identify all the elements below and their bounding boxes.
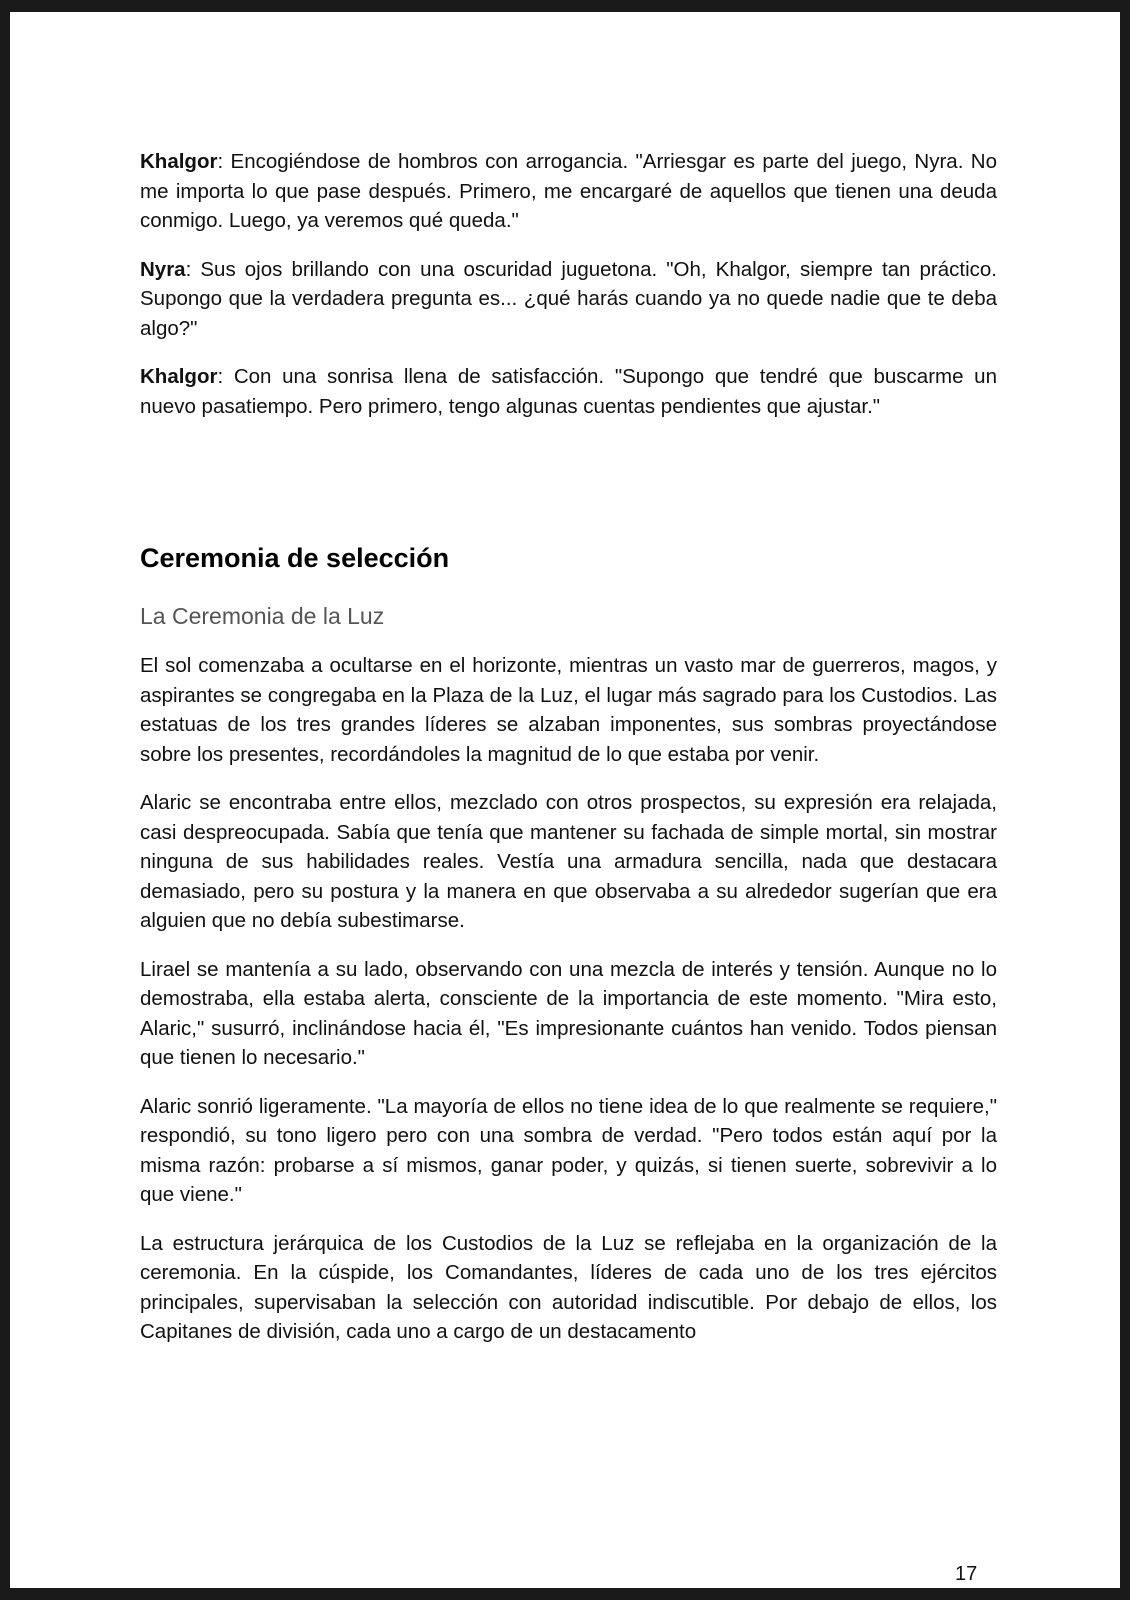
speaker-name: Nyra [140,257,186,281]
body-paragraph-4: Alaric sonrió ligeramente. "La mayoría de ellos no tiene idea de lo que realmente se requiere," respondió, su tono ligero pero con una sombra de verdad. "Pero todos están aquí por la misma razón: probarse a sí mismos, ganar poder, y quizás, si tienen suerte, sobrevivir a lo que viene." [140,1094,997,1206]
section-heading: Ceremonia de selección [140,543,450,573]
page-number: 17 [955,1563,978,1585]
section-subheading: La Ceremonia de la Luz [140,603,385,629]
body-paragraph-5: La estructura jerárquica de los Custodios de la Luz se reflejaba en la organización de la ceremonia. En la cúspide, los Comandantes, líderes de cada uno de los tres ejércitos principales, supervisaban la selección con autoridad indiscutible. Por debajo de ellos, los Capitanes de división, cada uno a cargo de un destacamento [140,1231,997,1343]
body-paragraph-2: Alaric se encontraba entre ellos, mezclado con otros prospectos, su expresión era relajada, casi despreocupada. Sabía que tenía que mantener su fachada de simple mortal, sin mostrar ninguna de sus habilidades reales. Vestía una armadura sencilla, nada que destacara demasiado, pero su postura y la manera en que observaba a su alrededor sugerían que era alguien que no debía subestimarse. [140,791,997,932]
speaker-name: Khalgor [140,150,218,173]
dialogue-text: : Sus ojos brillando con una oscuridad juguetona. "Oh, Khalgor, siempre tan práctico. Supongo que la verdadera pregunta es... ¿qué harás cuando ya no quede nadie que te deba algo?" [140,257,997,340]
dialogue-khalgor-2 [140,362,997,421]
dialogue-text: : Con una sonrisa llena de satisfacción. "Supongo que tendré que buscarme un nuevo pasatiempo. Pero primero, tengo algunas cuentas pendientes que ajustar." [140,365,997,418]
body-paragraph-1: El sol comenzaba a ocultarse en el horizonte, mientras un vasto mar de guerreros, magos, y aspirantes se congregaba en la Plaza de la Luz, el lugar más sagrado para los Custodios. Las estatuas de los tres grandes líderes se alzaban imponentes, sus sombras proyectándose sobre los presentes, recordándoles la magnitud de lo que estaba por venir. [140,654,997,766]
dialogue-nyra [140,255,997,344]
speaker-name: Khalgor [140,365,218,388]
dialogue-khalgor-1 [140,147,997,236]
document-page [10,12,1120,1588]
page-content [140,147,997,1366]
dialogue-text: : Encogiéndose de hombros con arrogancia. "Arriesgar es parte del juego, Nyra. No me importa lo que pase después. Primero, me encargaré de aquellos que tienen una deuda conmigo. Luego, ya veremos qué queda." [140,150,997,232]
body-paragraph-3: Lirael se mantenía a su lado, observando con una mezcla de interés y tensión. Aunque no lo demostraba, ella estaba alerta, consciente de la importancia de este momento. "Mira esto, Alaric," susurró, inclinándose hacia él, "Es impresionante cuántos han venido. Todos piensan que tienen lo necesario." [140,957,997,1069]
